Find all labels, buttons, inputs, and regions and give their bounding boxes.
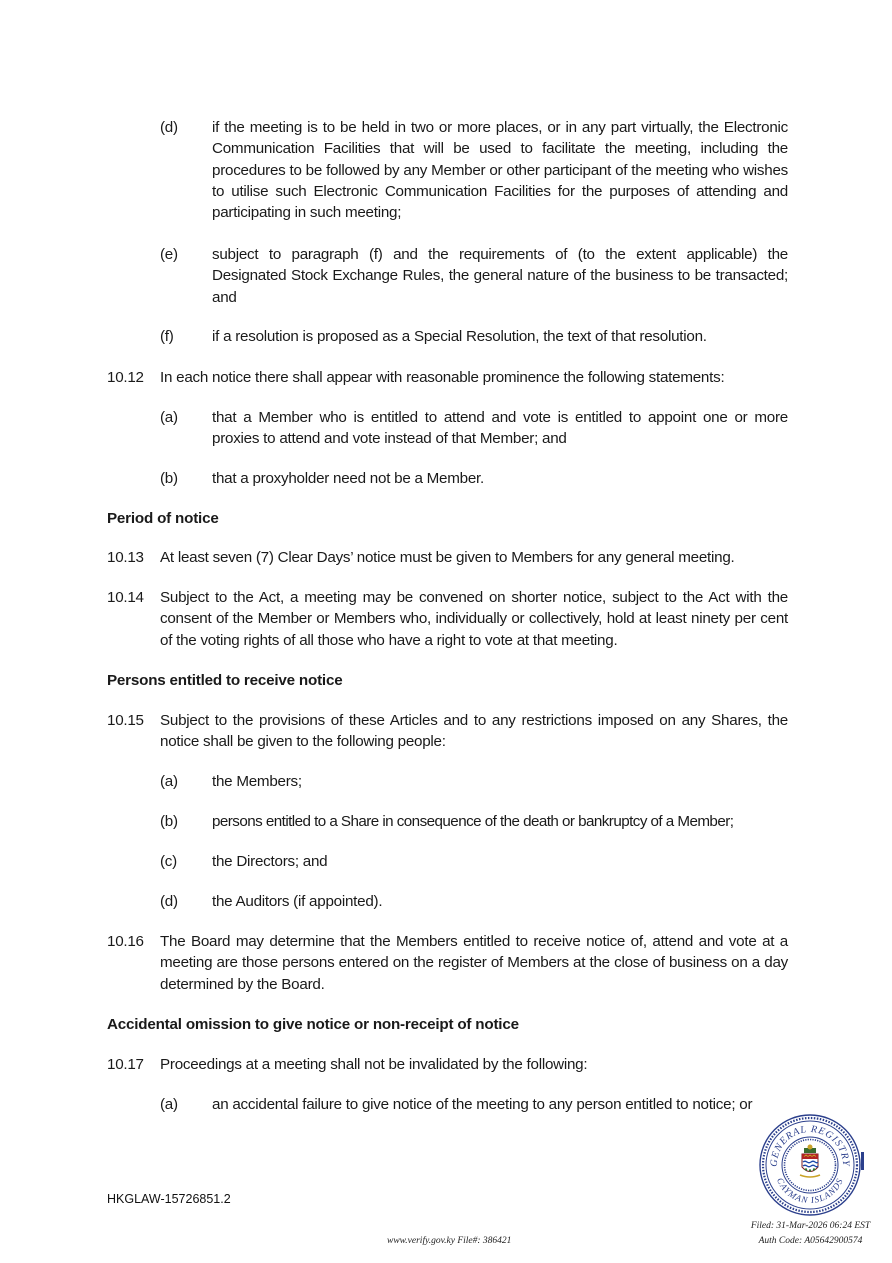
sub-item-d: [160, 891, 788, 912]
item-text: an accidental failure to give notice of the meeting to any person entitled to notice; or: [212, 1096, 753, 1113]
section-heading-period-of-notice: Period of notice: [107, 510, 219, 527]
item-text: if the meeting is to be held in two or more places, or in any part virtually, the Electronic Communication Facilities that will be used to facilitate the meeting, including the procedures to be followed by any Member or other participant of the meeting who wishes to utilise such Electronic Communication Facilities for the purposes of attending and participating in such meeting;: [212, 119, 788, 222]
sub-item-f: [160, 326, 788, 347]
item-text: the Auditors (if appointed).: [212, 893, 383, 910]
item-text: that a Member who is entitled to attend and vote is entitled to appoint one or more proxies to attend and vote instead of that Member; and: [212, 409, 788, 448]
sub-item-a: [160, 771, 788, 792]
item-label: (b): [160, 813, 178, 830]
stamp-top-text: GENERAL REGISTRY: [768, 1123, 852, 1168]
item-text: that a proxyholder need not be a Member.: [212, 470, 484, 487]
item-text: the Directors; and: [212, 853, 328, 870]
clause-10-15: [107, 710, 788, 753]
item-label: (e): [160, 246, 178, 263]
sub-item-c: [160, 851, 788, 872]
registry-seal-icon: [757, 1112, 863, 1218]
clause-number: 10.12: [107, 369, 144, 386]
item-label: (b): [160, 470, 178, 487]
clause-number: 10.14: [107, 589, 144, 606]
section-heading-accidental-omission: Accidental omission to give notice or non-receipt of notice: [107, 1016, 519, 1033]
sub-item-a: [160, 407, 788, 450]
item-label: (f): [160, 328, 174, 345]
clause-10-17: [107, 1054, 788, 1075]
stamp-edge-mark: [861, 1152, 864, 1170]
item-text: the Members;: [212, 773, 302, 790]
clause-text: At least seven (7) Clear Days’ notice must be given to Members for any general meeting.: [160, 549, 735, 566]
item-label: (d): [160, 893, 178, 910]
clause-10-14: [107, 587, 788, 651]
sub-item-d: [160, 117, 788, 223]
item-text: persons entitled to a Share in consequence of the death or bankruptcy of a Member;: [212, 813, 734, 830]
item-label: (a): [160, 409, 178, 426]
filed-timestamp: Filed: 31-Mar-2026 06:24 EST: [750, 1221, 871, 1231]
sub-item-e: [160, 244, 788, 308]
item-text: if a resolution is proposed as a Special Resolution, the text of that resolution.: [212, 328, 707, 345]
clause-text: Subject to the provisions of these Articles and to any restrictions imposed on any Shares, the notice shall be given to the following people:: [160, 712, 788, 751]
clause-number: 10.17: [107, 1056, 144, 1073]
item-label: (a): [160, 1096, 178, 1113]
verify-link[interactable]: www.verify.gov.ky File#: 386421: [387, 1236, 512, 1246]
sub-item-a: [160, 1094, 788, 1115]
section-heading-persons-entitled: Persons entitled to receive notice: [107, 672, 343, 689]
document-reference: HKGLAW-15726851.2: [107, 1192, 231, 1206]
clause-10-16: [107, 931, 788, 995]
auth-code: Auth Code: A05642900574: [758, 1236, 863, 1246]
item-text: subject to paragraph (f) and the requirements of (to the extent applicable) the Designated Stock Exchange Rules, the general nature of the business to be transacted; and: [212, 246, 788, 306]
clause-number: 10.15: [107, 712, 144, 729]
svg-text:CAYMAN ISLANDS: [775, 1176, 845, 1205]
clause-text: Subject to the Act, a meeting may be convened on shorter notice, subject to the Act with the consent of the Member or Members who, individually or collectively, hold at least ninety per cent of the voting rights of all those who have a right to vote at that meeting.: [160, 589, 788, 649]
clause-number: 10.16: [107, 933, 144, 950]
item-label: (c): [160, 853, 177, 870]
clause-text: Proceedings at a meeting shall not be invalidated by the following:: [160, 1056, 588, 1073]
sub-item-b: [160, 468, 788, 489]
clause-number: 10.13: [107, 549, 144, 566]
stamp-bottom-text: CAYMAN ISLANDS: [774, 1176, 845, 1206]
clause-text: The Board may determine that the Members entitled to receive notice of, attend and vote at a meeting are those persons entered on the register of Members at the close of business on a day determined by the Board.: [160, 933, 788, 993]
clause-10-12: [107, 367, 788, 388]
sub-item-b: [160, 811, 788, 832]
clause-10-13: [107, 547, 788, 568]
item-label: (a): [160, 773, 178, 790]
clause-text: In each notice there shall appear with reasonable prominence the following statements:: [160, 369, 725, 386]
item-label: (d): [160, 119, 178, 136]
